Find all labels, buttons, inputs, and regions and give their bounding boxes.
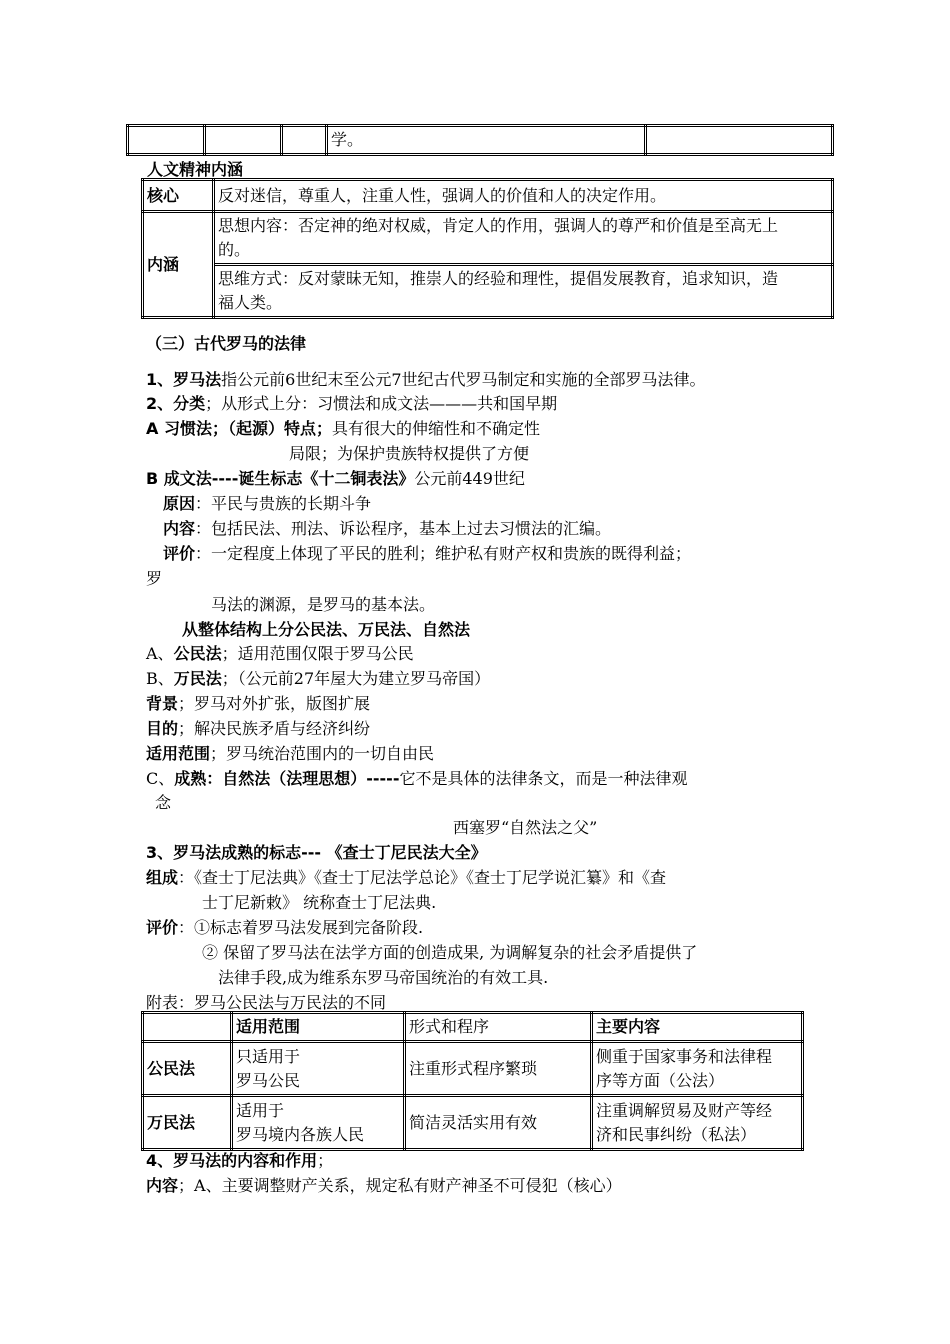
reason-line: 原因：平民与贵族的长期斗争 [163, 494, 372, 513]
eval2-item2-cont: 法律手段,成为维系东罗马帝国统治的有效工具. [218, 968, 549, 987]
background-line: 背景；罗马对外扩张，版图扩展 [146, 694, 371, 713]
compare-table [141, 1011, 804, 1151]
nations-law-line: B、万民法；（公元前27年屋大为建立罗马帝国） [146, 669, 491, 688]
row-name: 万民法 [143, 1096, 232, 1150]
core-label: 核心 [143, 180, 214, 212]
row-main: 侧重于国家事务和法律程 序等方面（公法） [592, 1042, 803, 1096]
eval-continued: 马法的渊源，是罗马的基本法。 [211, 595, 436, 614]
humanism-heading: 人文精神内涵 [147, 160, 244, 179]
humanism-table [141, 178, 834, 319]
para-2: 2、分类；从形式上分：习惯法和成文法———共和国早期 [146, 394, 558, 413]
para-written-law: B 成文法----诞生标志《十二铜表法》公元前449世纪 [146, 469, 525, 488]
table-row [143, 1042, 803, 1096]
row-main: 注重调解贸易及财产等经 济和民事纠纷（私法） [592, 1096, 803, 1150]
header-form: 形式和程序 [405, 1013, 592, 1042]
appendix-caption: 附表：罗马公民法与万民法的不同 [146, 993, 387, 1012]
para-4-content: 内容；A、主要调整财产关系，规定私有财产神圣不可侵犯（核心） [146, 1176, 622, 1195]
header-empty [143, 1013, 232, 1042]
row-scope: 只适用于 罗马公民 [232, 1042, 405, 1096]
custom-law-limit: 局限；为保护贵族特权提供了方便 [289, 444, 530, 463]
para-custom-law: A 习惯法；（起源）特点；具有很大的伸缩性和不确定性 [146, 419, 540, 438]
para-1: 1、罗马法指公元前6世纪末至公元7世纪古代罗马制定和实施的全部罗马法律。 [146, 370, 706, 389]
eval-wrap: 罗 [146, 569, 163, 588]
structure-line: 从整体结构上分公民法、万民法、自然法 [182, 620, 471, 639]
row-name: 公民法 [143, 1042, 232, 1096]
goal-line: 目的；解决民族矛盾与经济纠纷 [146, 719, 371, 738]
eval2-item2: ② 保留了罗马法在法学方面的创造成果, 为调解复杂的社会矛盾提供了 [202, 943, 698, 962]
citizen-law-line: A、公民法；适用范围仅限于罗马公民 [146, 644, 414, 663]
eval-line: 评价：一定程度上体现了平民的胜利；维护私有财产权和贵族的既得利益； [163, 544, 692, 563]
header-scope: 适用范围 [232, 1013, 405, 1042]
eval2-line: 评价：①标志着罗马法发展到完备阶段. [146, 918, 424, 937]
top-table-fragment [126, 124, 834, 156]
composition-line: 组成：《查士丁尼法典》《查士丁尼法学总论》《查士丁尼学说汇纂》和《查 [146, 868, 667, 887]
meaning-label: 内涵 [143, 212, 214, 318]
mature-line: C、成熟：自然法（法理思想）-----它不是具体的法律条文，而是一种法律观 [146, 769, 688, 788]
meaning-thought: 思想内容：否定神的绝对权威，肯定人的作用，强调人的尊严和价值是至高无上 的。 [214, 212, 833, 265]
row-form: 注重形式程序繁琐 [405, 1042, 592, 1096]
header-main: 主要内容 [592, 1013, 803, 1042]
row-form: 简洁灵活实用有效 [405, 1096, 592, 1150]
top-table-cell: 学。 [327, 126, 646, 155]
scope-line: 适用范围；罗马统治范围内的一切自由民 [146, 744, 435, 763]
para-4: 4、罗马法的内容和作用； [146, 1151, 334, 1170]
composition-continued: 士丁尼新敕》 统称查士丁尼法典. [202, 893, 437, 912]
core-text: 反对迷信，尊重人，注重人性，强调人的价值和人的决定作用。 [214, 180, 833, 212]
section-title: （三）古代罗马的法律 [146, 334, 307, 353]
row-scope: 适用于 罗马境内各族人民 [232, 1096, 405, 1150]
meaning-thinking: 思维方式：反对蒙昧无知，推崇人的经验和理性，提倡发展教育，追求知识，造 福人类。 [214, 265, 833, 318]
mature-wrap: 念 [155, 793, 172, 812]
para-3: 3、罗马法成熟的标志--- 《查士丁尼民法大全》 [146, 843, 487, 862]
table-row [143, 1096, 803, 1150]
cicero-line: 西塞罗“自然法之父” [453, 818, 598, 837]
content-line: 内容：包括民法、刑法、诉讼程序，基本上过去习惯法的汇编。 [163, 519, 612, 538]
